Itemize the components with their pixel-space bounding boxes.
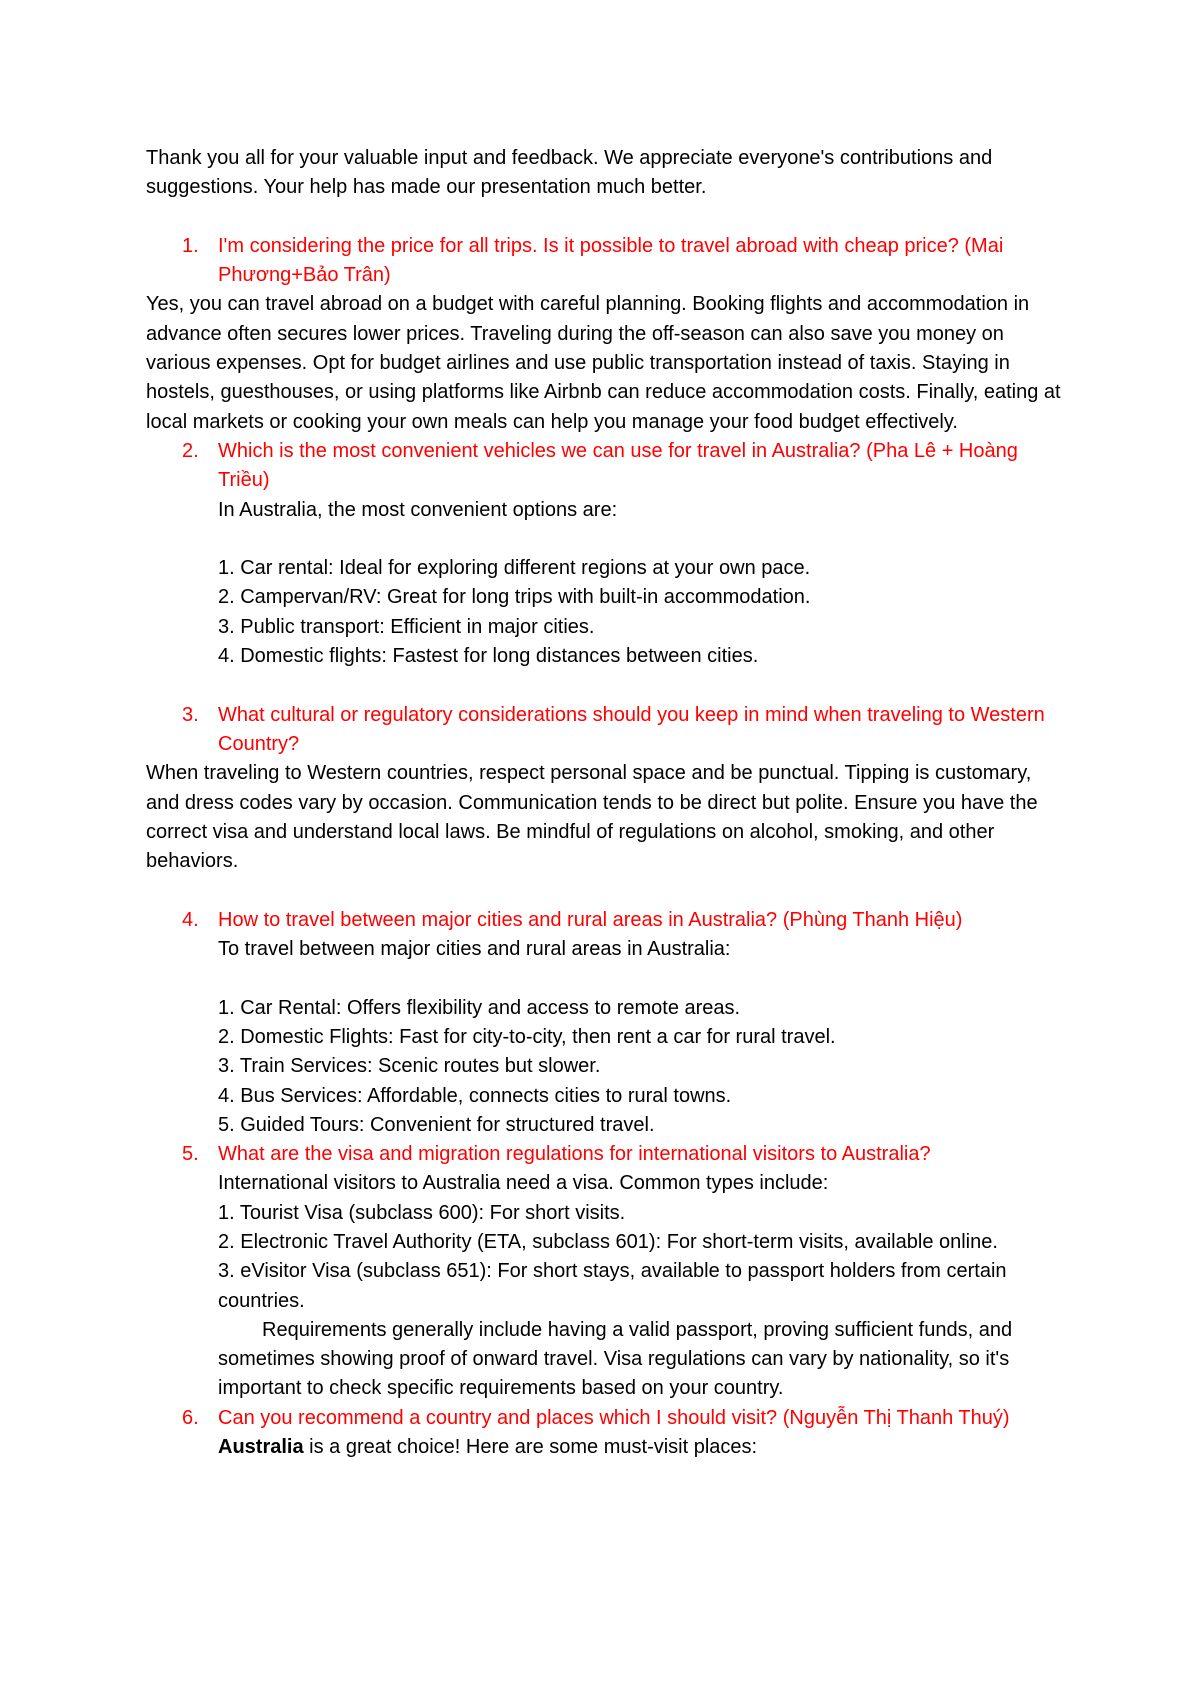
list-item: 2. Electronic Travel Authority (ETA, subclass 601): For short-term visits, available online.: [218, 1230, 998, 1253]
question-2: [146, 437, 1066, 496]
list-item: 3. eVisitor Visa (subclass 651): For short stays, available to passport holders from certain countries.: [218, 1260, 1007, 1312]
question-6: [146, 1404, 1066, 1433]
list-item: 1. Car Rental: Offers flexibility and access to remote areas.: [218, 996, 741, 1019]
answer-2-lead: In Australia, the most convenient options are:: [218, 498, 618, 521]
question-number: 4.: [182, 908, 199, 931]
answer-6-text: is a great choice! Here are some must-visit places:: [303, 1436, 758, 1459]
question-5: [146, 1140, 1066, 1169]
question-text: Can you recommend a country and places which I should visit? (Nguyễn Thị Thanh Thuý): [218, 1406, 1010, 1429]
spacer: [146, 525, 1066, 554]
question-number: 3.: [182, 703, 199, 726]
intro-paragraph: Thank you all for your valuable input and feedback. We appreciate everyone's contributions and suggestions. Your help has made our presentation much better.: [146, 147, 993, 199]
question-3: [146, 701, 1066, 760]
list-item: 2. Domestic Flights: Fast for city-to-city, then rent a car for rural travel.: [218, 1025, 836, 1048]
question-number: 6.: [182, 1406, 199, 1429]
answer-1: Yes, you can travel abroad on a budget with careful planning. Booking flights and accommodation in advance often secures lower prices. Traveling during the off-season can also save you money on various expenses. Opt for budget airlines and use public transportation instead of taxis. Staying in hostels, guesthouses, or using platforms like Airbnb can reduce accommodation costs. Finally, eating at local markets or cooking your own meals can help you manage your food budget effectively.: [146, 293, 1061, 433]
answer-4-lead: To travel between major cities and rural areas in Australia:: [218, 938, 731, 961]
list-item: 4. Domestic flights: Fastest for long distances between cities.: [218, 645, 759, 668]
question-text: What are the visa and migration regulations for international visitors to Australia?: [218, 1143, 931, 1166]
question-text: What cultural or regulatory considerations should you keep in mind when traveling to Western Country?: [218, 703, 1045, 755]
spacer: [146, 671, 1066, 700]
document-page: [146, 144, 1066, 1462]
question-text: I'm considering the price for all trips. Is it possible to travel abroad with cheap price? (Mai Phương+Bảo Trân): [218, 234, 1004, 287]
answer-6-bold: Australia: [218, 1436, 304, 1459]
list-item: 3. Train Services: Scenic routes but slower.: [218, 1055, 601, 1078]
question-number: 5.: [182, 1143, 199, 1166]
question-1: [146, 232, 1066, 291]
spacer: [146, 203, 1066, 232]
answer-3: When traveling to Western countries, respect personal space and be punctual. Tipping is customary, and dress codes vary by occasion. Communication tends to be direct but polite. Ensure you have the correct visa and understand local laws. Be mindful of regulations on alcohol, smoking, and other behaviors.: [146, 762, 1038, 873]
answer-5-lead: International visitors to Australia need a visa. Common types include:: [218, 1172, 829, 1195]
answer-6: [146, 1433, 1066, 1462]
list-item: 5. Guided Tours: Convenient for structured travel.: [218, 1113, 655, 1136]
question-text: Which is the most convenient vehicles we can use for travel in Australia? (Pha Lê + Hoàng Triều): [218, 439, 1018, 492]
question-number: 2.: [182, 439, 199, 462]
question-text: How to travel between major cities and rural areas in Australia? (Phùng Thanh Hiệu): [218, 908, 963, 931]
list-item: 1. Tourist Visa (subclass 600): For short visits.: [218, 1201, 626, 1224]
list-item: 4. Bus Services: Affordable, connects cities to rural towns.: [218, 1084, 732, 1107]
question-4: [146, 906, 1066, 935]
spacer: [146, 876, 1066, 905]
list-item: 2. Campervan/RV: Great for long trips with built-in accommodation.: [218, 586, 811, 609]
question-number: 1.: [182, 234, 199, 257]
list-item: 1. Car rental: Ideal for exploring different regions at your own pace.: [218, 557, 811, 580]
spacer: [146, 964, 1066, 993]
answer-5-note: Requirements generally include having a valid passport, proving sufficient funds, and sometimes showing proof of onward travel. Visa regulations can vary by nationality, so it's important to check specific requirements based on your country.: [218, 1318, 1013, 1400]
list-item: 3. Public transport: Efficient in major cities.: [218, 615, 595, 638]
